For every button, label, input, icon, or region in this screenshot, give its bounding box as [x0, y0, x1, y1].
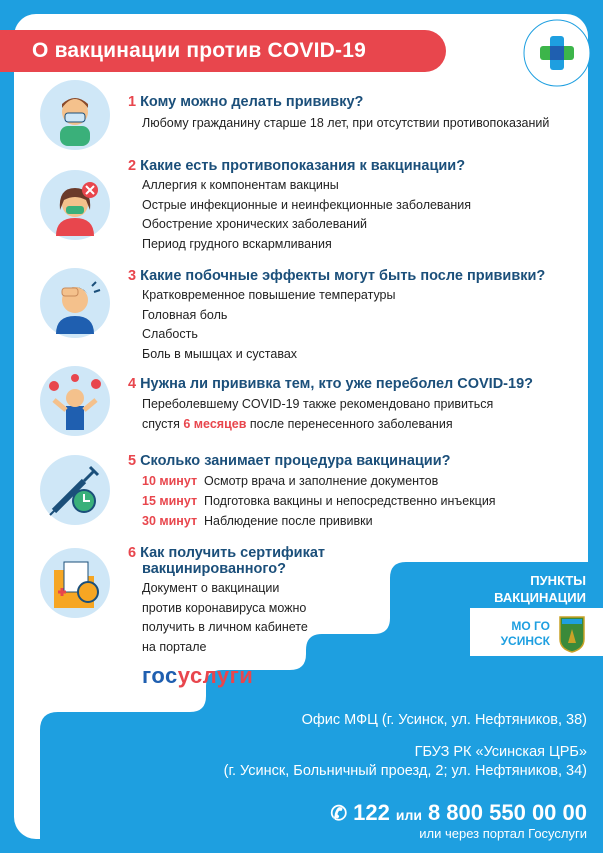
time-value: 15 минут	[142, 494, 198, 508]
usinsk-crest-icon	[558, 615, 586, 653]
phone-icon: ✆	[330, 803, 348, 825]
allergy-person-icon	[40, 170, 110, 240]
question-heading: Какие побочные эффекты могут быть после прививки?	[140, 268, 546, 284]
time-value: 30 минут	[142, 514, 198, 528]
answer-line: против коронавируса можно	[142, 600, 307, 615]
question-heading: Нужна ли прививка тем, кто уже переболел COVID-19?	[140, 376, 533, 392]
answer-line: Кратковременное повышение температуры	[142, 288, 396, 302]
mogo-line: УСИНСК	[500, 634, 550, 648]
masked-person-icon	[40, 80, 110, 150]
question-2	[128, 158, 471, 254]
question-number: 3	[128, 268, 137, 284]
phone-block	[330, 800, 587, 826]
title-banner	[0, 30, 446, 72]
highlight-months: 6 месяцев	[183, 416, 247, 431]
ministry-logo	[522, 18, 592, 88]
certificate-folder-icon	[40, 548, 110, 618]
points-line: ВАКЦИНАЦИИ	[494, 590, 586, 605]
address-mfc: Офис МФЦ (г. Усинск, ул. Нефтяников, 38)	[301, 712, 587, 728]
syringe-clock-icon	[40, 455, 110, 525]
answer-line: получить в личном кабинете	[142, 620, 308, 634]
question-heading-cont: вакцинированного?	[142, 561, 286, 577]
answer-line: Слабость	[142, 327, 198, 341]
answer-text: спустя	[142, 416, 180, 431]
question-6	[128, 545, 325, 689]
answer-line	[142, 415, 533, 435]
portal-note: или через портал Госуслуги	[419, 826, 587, 841]
question-number: 5	[128, 453, 137, 469]
time-desc: Подготовка вакцины и непосредственно инъекция	[204, 494, 496, 508]
answer-line: Любому гражданину старше 18 лет, при отсутствии противопоказаний	[142, 116, 550, 130]
answer-line: на портале	[142, 639, 207, 654]
phone-or: или	[395, 807, 422, 823]
question-heading: Как получить сертификат	[140, 545, 326, 561]
municipality-label	[470, 619, 550, 649]
answer-line: Переболевшему COVID-19 также рекомендовано привиться	[142, 397, 494, 411]
time-value: 10 минут	[142, 474, 198, 488]
address-crb-title: ГБУЗ РК «Усинская ЦРБ»	[414, 744, 587, 760]
points-line: ПУНКТЫ	[530, 573, 586, 588]
time-row	[142, 511, 496, 531]
question-number: 6	[128, 545, 137, 561]
time-row	[142, 491, 496, 511]
question-number: 4	[128, 376, 137, 392]
time-row	[142, 471, 496, 491]
gosuslugi-logo[interactable]	[142, 663, 325, 689]
question-5	[128, 453, 496, 531]
question-4	[128, 376, 533, 434]
address-crb-detail: (г. Усинск, Больничный проезд, 2; ул. Нефтяников, 34)	[223, 763, 587, 779]
answer-line: Боль в мышцах и суставах	[142, 346, 298, 361]
phone-long[interactable]: 8 800 550 00 00	[427, 800, 587, 825]
answer-line: Головная боль	[142, 307, 228, 322]
question-heading: Какие есть противопоказания к вакцинации?	[140, 158, 466, 174]
answer-line: Документ о вакцинации	[142, 581, 280, 595]
question-heading: Сколько занимает процедура вакцинации?	[140, 453, 451, 469]
time-desc: Наблюдение после прививки	[204, 514, 373, 528]
question-number: 1	[128, 94, 137, 110]
strong-person-virus-icon	[40, 366, 110, 436]
time-desc: Осмотр врача и заполнение документов	[204, 474, 439, 488]
headache-person-icon	[40, 268, 110, 338]
answer-text: после перенесенного заболевания	[249, 416, 453, 431]
vaccination-points-heading	[470, 572, 586, 606]
question-1	[128, 94, 549, 134]
gos-text: гос	[142, 663, 178, 688]
page-title: О вакцинации против COVID-19	[32, 39, 366, 62]
answer-line: Острые инфекционные и неинфекционные заболевания	[142, 197, 472, 212]
question-heading: Кому можно делать прививку?	[140, 94, 364, 110]
answer-line: Обострение хронических заболеваний	[142, 217, 368, 231]
phone-short[interactable]: 122	[353, 800, 390, 825]
answer-line: Период грудного вскармливания	[142, 236, 332, 251]
question-3	[128, 268, 545, 364]
question-number: 2	[128, 158, 137, 174]
answer-line: Аллергия к компонентам вакцины	[142, 178, 339, 192]
mogo-line: МО ГО	[511, 619, 550, 633]
uslugi-text: услуги	[177, 663, 254, 688]
